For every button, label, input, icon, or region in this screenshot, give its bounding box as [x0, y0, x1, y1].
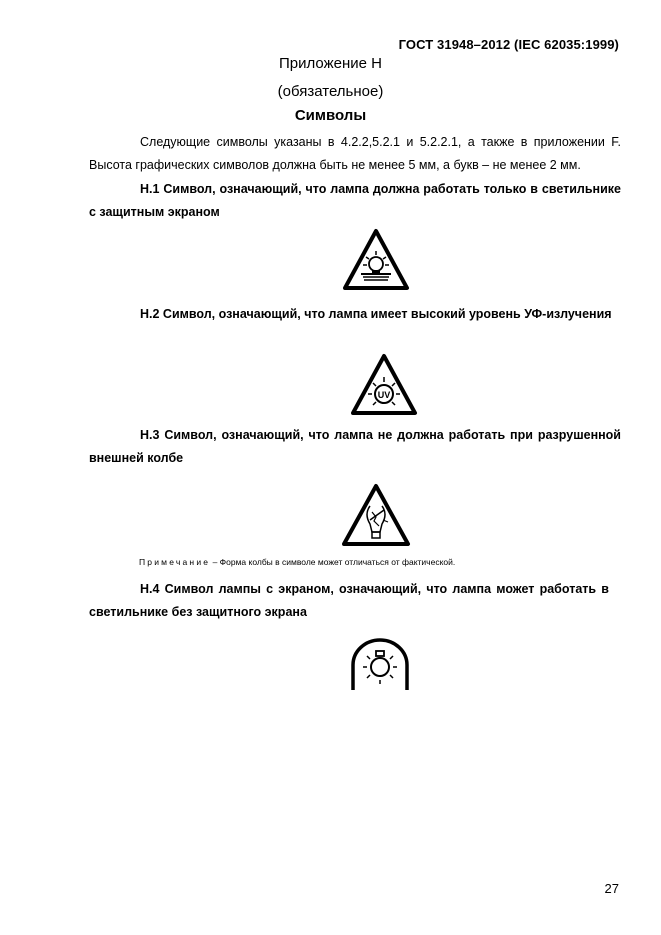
annex-title: Приложение Н [279, 55, 382, 72]
section-h1-heading: Н.1 Символ, означающий, что лампа должна работать только в светильнике с защитным экраном [89, 182, 621, 219]
section-h2-heading: Н.2 Символ, означающий, что лампа имеет высокий уровень УФ-излучения [140, 307, 612, 321]
uv-radiation-warning-icon [349, 352, 419, 418]
broken-bulb-warning-icon [340, 482, 412, 549]
page-number: 27 [604, 881, 619, 896]
note-label: Примечание [139, 557, 211, 567]
annex-subtitle: Символы [294, 107, 367, 124]
document-header: ГОСТ 31948–2012 (IEC 62035:1999) [398, 37, 619, 52]
uv-label: UV [377, 390, 391, 400]
intro-paragraph: Следующие символы указаны в 4.2.2,5.2.1 и 5.2.2.1, а также в приложении F. Высота графических символов должна быть не менее 5 мм, а букв – не менее 2 мм. [89, 135, 621, 172]
lamp-in-shielded-luminaire-warning-icon [341, 227, 411, 293]
section-h3-heading: Н.3 Символ, означающий, что лампа не должна работать при разрушенной внешней колбе [89, 428, 621, 465]
section-h4-heading: Н.4 Символ лампы с экраном, означающий, что лампа может работать в светильнике без защитного экрана [89, 582, 609, 619]
note [139, 557, 455, 567]
note-text: – Форма колбы в символе может отличаться от фактической. [210, 557, 456, 567]
annex-status: (обязательное) [277, 83, 384, 100]
self-shielded-lamp-icon [349, 638, 411, 696]
